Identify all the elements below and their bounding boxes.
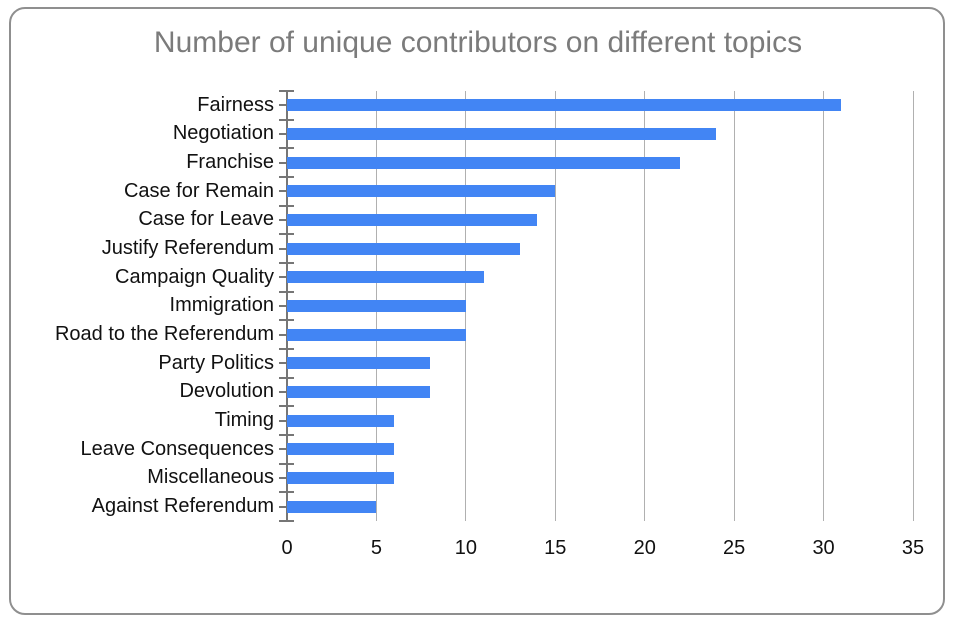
axis-boundary-tick <box>279 233 294 235</box>
axis-boundary-tick <box>279 176 294 178</box>
gridline <box>644 91 645 521</box>
category-label: Negotiation <box>172 122 274 145</box>
gridline <box>913 91 914 521</box>
axis-center-tick <box>279 334 287 336</box>
category-label: Fairness <box>197 93 274 116</box>
category-label: Road to the Referendum <box>54 323 274 346</box>
gridline <box>823 91 824 521</box>
bar <box>287 128 716 140</box>
axis-boundary-tick <box>279 205 294 207</box>
axis-center-tick <box>279 133 287 135</box>
bar <box>287 214 537 226</box>
axis-center-tick <box>279 248 287 250</box>
axis-boundary-tick <box>279 291 294 293</box>
bar <box>287 99 841 111</box>
axis-boundary-tick <box>279 520 294 522</box>
axis-center-tick <box>279 162 287 164</box>
bar <box>287 157 680 169</box>
bar <box>287 472 394 484</box>
axis-center-tick <box>279 506 287 508</box>
axis-center-tick <box>279 190 287 192</box>
x-tick-label: 25 <box>723 537 746 559</box>
category-label: Leave Consequences <box>80 437 274 460</box>
axis-center-tick <box>279 362 287 364</box>
category-label: Against Referendum <box>91 495 274 518</box>
category-label: Campaign Quality <box>115 265 274 288</box>
axis-center-tick <box>279 305 287 307</box>
x-tick-label: 0 <box>281 537 293 559</box>
bar <box>287 357 430 369</box>
gridline <box>734 91 735 521</box>
chart-title: Number of unique contributors on different topics <box>153 26 803 59</box>
bar <box>287 386 430 398</box>
category-label: Timing <box>214 409 274 432</box>
axis-center-tick <box>279 420 287 422</box>
bar <box>287 443 394 455</box>
x-tick-label: 30 <box>812 537 835 559</box>
category-label: Justify Referendum <box>101 237 274 260</box>
bar <box>287 243 520 255</box>
category-label: Franchise <box>186 151 274 174</box>
bar <box>287 300 466 312</box>
axis-boundary-tick <box>279 491 294 493</box>
axis-center-tick <box>279 448 287 450</box>
category-label: Immigration <box>169 294 274 317</box>
axis-boundary-tick <box>279 90 294 92</box>
bar <box>287 415 394 427</box>
axis-center-tick <box>279 276 287 278</box>
axis-center-tick <box>279 477 287 479</box>
x-tick-label: 35 <box>901 537 925 559</box>
axis-boundary-tick <box>279 463 294 465</box>
x-tick-label: 15 <box>544 537 567 559</box>
x-tick-label: 5 <box>370 537 382 559</box>
category-label: Case for Leave <box>138 208 274 231</box>
axis-boundary-tick <box>279 348 294 350</box>
bar <box>287 185 555 197</box>
axis-boundary-tick <box>279 119 294 121</box>
axis-boundary-tick <box>279 377 294 379</box>
axis-boundary-tick <box>279 262 294 264</box>
category-label: Miscellaneous <box>147 466 274 489</box>
category-label: Devolution <box>179 380 274 403</box>
x-tick-label: 10 <box>454 537 477 559</box>
axis-boundary-tick <box>279 147 294 149</box>
bar <box>287 501 376 513</box>
axis-center-tick <box>279 391 287 393</box>
gridline <box>555 91 556 521</box>
bar <box>287 329 466 341</box>
category-label: Case for Remain <box>123 179 274 202</box>
axis-boundary-tick <box>279 319 294 321</box>
bar <box>287 271 484 283</box>
axis-boundary-tick <box>279 405 294 407</box>
category-label: Party Politics <box>158 351 274 374</box>
x-tick-label: 20 <box>633 537 656 559</box>
axis-center-tick <box>279 104 287 106</box>
axis-boundary-tick <box>279 434 294 436</box>
axis-center-tick <box>279 219 287 221</box>
